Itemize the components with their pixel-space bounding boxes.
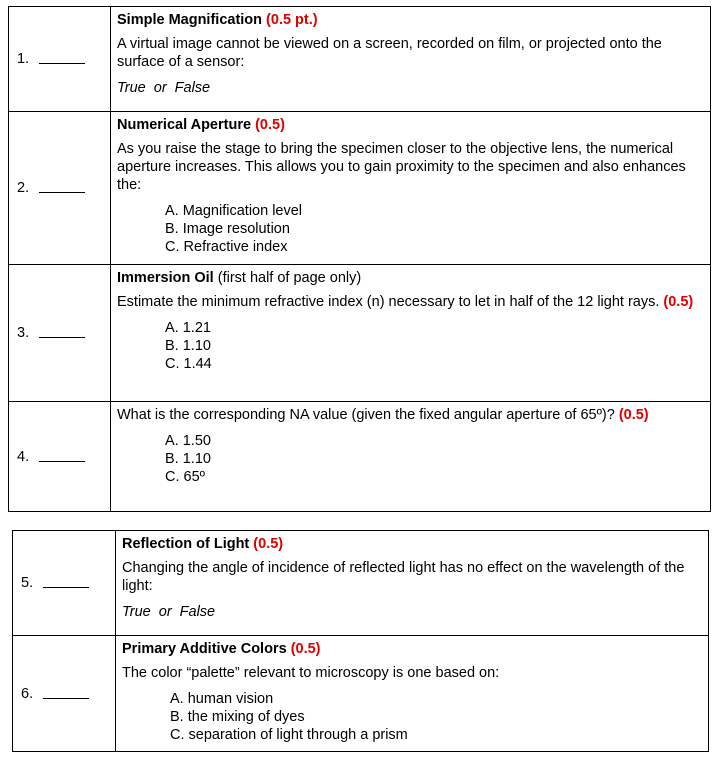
question-content bbox=[116, 636, 709, 752]
question-points: (0.5 pt.) bbox=[266, 12, 318, 28]
question-content bbox=[111, 7, 711, 112]
option-a[interactable]: A. 1.50 bbox=[165, 433, 211, 449]
option-a[interactable]: A. human vision bbox=[170, 691, 274, 707]
question-title bbox=[122, 640, 700, 658]
choice-false[interactable]: False bbox=[174, 80, 211, 96]
question-title-text: Primary Additive Colors bbox=[122, 641, 287, 657]
true-false-choices bbox=[117, 79, 702, 97]
question-number: 1. bbox=[17, 51, 30, 67]
question-number: 2. bbox=[17, 180, 30, 196]
question-table-2 bbox=[12, 530, 709, 752]
question-text: The color “palette” relevant to microscopy is one based on: bbox=[122, 665, 500, 681]
question-row-6 bbox=[13, 636, 709, 752]
question-row-3 bbox=[9, 265, 711, 402]
question-points: (0.5) bbox=[255, 117, 285, 133]
option-b[interactable]: B. the mixing of dyes bbox=[170, 709, 305, 725]
question-row-5 bbox=[13, 531, 709, 636]
choice-true[interactable]: True bbox=[117, 80, 146, 96]
question-title-text: Simple Magnification bbox=[117, 12, 263, 28]
question-content bbox=[111, 402, 711, 512]
question-title-note: (first half of page only) bbox=[217, 270, 362, 286]
question-points: (0.5) bbox=[618, 407, 649, 423]
question-content bbox=[111, 112, 711, 265]
question-row-4 bbox=[9, 402, 711, 512]
answer-blank[interactable] bbox=[43, 586, 89, 588]
question-title-text: Numerical Aperture bbox=[117, 117, 252, 133]
true-false-choices bbox=[122, 603, 700, 621]
choice-false[interactable]: False bbox=[179, 604, 216, 620]
question-number-cell bbox=[9, 265, 111, 402]
choice-or: or bbox=[153, 80, 167, 96]
question-content bbox=[111, 265, 711, 402]
question-text-body: Estimate the minimum refractive index (n) necessary to let in half of the 12 light rays. bbox=[117, 294, 660, 310]
question-table-1 bbox=[8, 6, 711, 512]
option-c[interactable]: C. separation of light through a prism bbox=[170, 727, 408, 743]
question-text bbox=[117, 293, 702, 311]
option-list bbox=[165, 202, 702, 256]
answer-blank[interactable] bbox=[39, 62, 85, 64]
option-c[interactable]: C. Refractive index bbox=[165, 239, 288, 255]
choice-true[interactable]: True bbox=[122, 604, 151, 620]
option-b[interactable]: B. 1.10 bbox=[165, 338, 211, 354]
option-a[interactable]: A. 1.21 bbox=[165, 320, 211, 336]
question-text: Changing the angle of incidence of reflected light has no effect on the wavelength of the light: bbox=[122, 560, 685, 594]
question-number: 5. bbox=[21, 575, 34, 591]
answer-blank[interactable] bbox=[39, 336, 85, 338]
option-b[interactable]: B. Image resolution bbox=[165, 221, 290, 237]
question-title-text: Immersion Oil bbox=[117, 270, 214, 286]
question-number: 3. bbox=[17, 325, 30, 341]
question-number: 4. bbox=[17, 448, 30, 465]
option-list bbox=[165, 319, 702, 373]
question-row-2 bbox=[9, 112, 711, 265]
choice-or: or bbox=[158, 604, 172, 620]
question-points: (0.5) bbox=[253, 536, 284, 552]
question-number-cell bbox=[13, 531, 116, 636]
question-row-1 bbox=[9, 7, 711, 112]
question-points: (0.5) bbox=[290, 641, 321, 657]
option-a[interactable]: A. Magnification level bbox=[165, 203, 303, 219]
question-content bbox=[116, 531, 709, 636]
question-title bbox=[117, 116, 702, 134]
question-number-cell bbox=[9, 112, 111, 265]
question-text: As you raise the stage to bring the specimen closer to the objective lens, the numerical aperture increases. This allows you to gain proximity to the specimen and also enhances the: bbox=[117, 141, 686, 193]
question-title bbox=[122, 535, 700, 553]
answer-blank[interactable] bbox=[43, 697, 89, 699]
option-c[interactable]: C. 65º bbox=[165, 469, 205, 485]
answer-blank[interactable] bbox=[39, 460, 85, 462]
question-number-cell bbox=[9, 7, 111, 112]
option-c[interactable]: C. 1.44 bbox=[165, 356, 212, 372]
option-b[interactable]: B. 1.10 bbox=[165, 451, 211, 467]
question-title bbox=[117, 11, 702, 29]
answer-blank[interactable] bbox=[39, 191, 85, 193]
question-text-body: What is the corresponding NA value (given the fixed angular aperture of 65º)? bbox=[117, 407, 615, 423]
question-number-cell bbox=[13, 636, 116, 752]
option-list bbox=[170, 690, 700, 744]
question-number-cell bbox=[9, 402, 111, 512]
question-points: (0.5) bbox=[663, 294, 694, 310]
option-list bbox=[165, 432, 702, 486]
question-text: A virtual image cannot be viewed on a screen, recorded on film, or projected onto the surface of a sensor: bbox=[117, 36, 662, 70]
question-title-text: Reflection of Light bbox=[122, 536, 250, 552]
question-text bbox=[117, 406, 702, 424]
question-number: 6. bbox=[21, 685, 34, 702]
question-title bbox=[117, 269, 702, 287]
